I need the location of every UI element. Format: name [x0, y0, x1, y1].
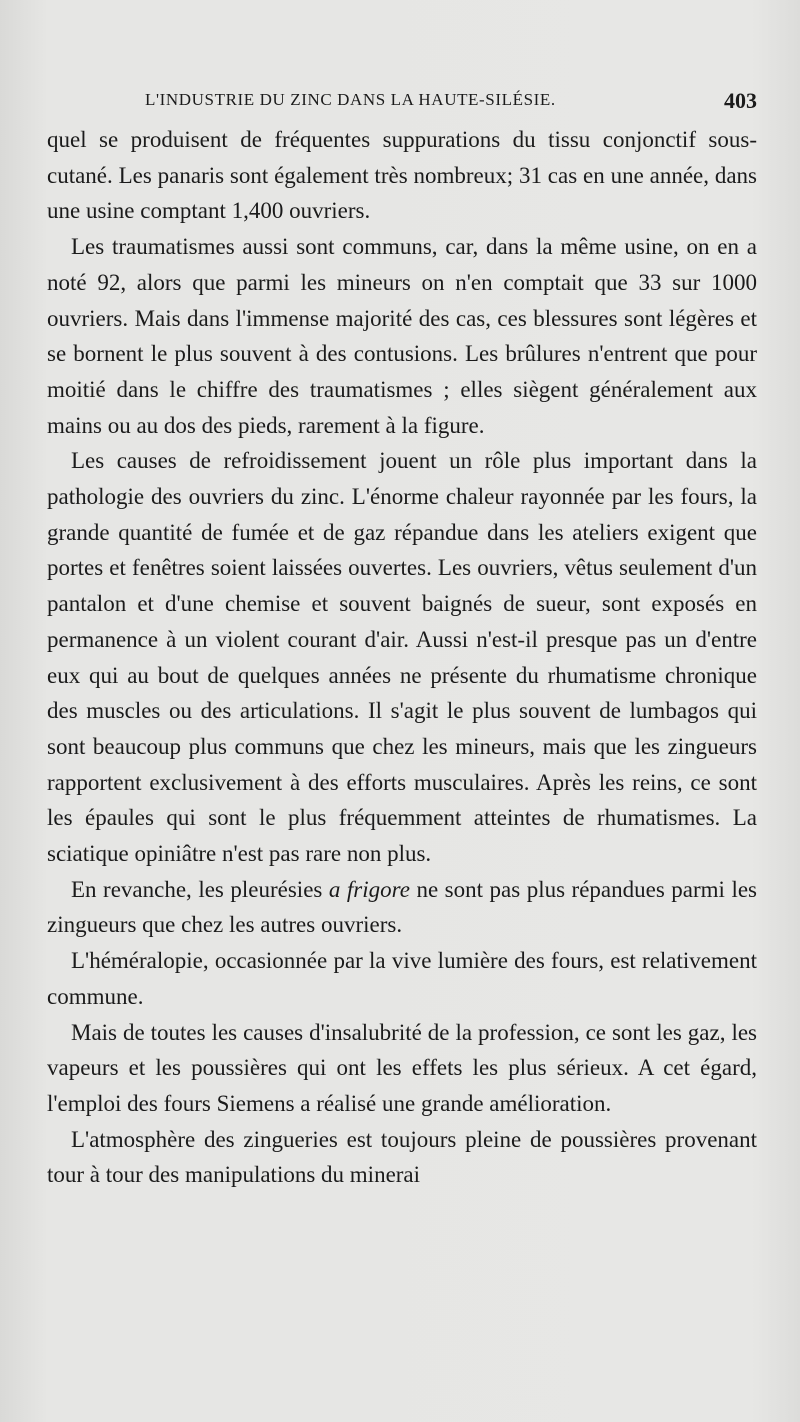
- paragraph-2: Les traumatismes aussi sont communs, car, dans la même usine, on en a noté 92, alors que parmi les mineurs on n'en comptait que 33 sur 1000 ouvriers. Mais dans l'immense majorité des cas, ces blessures sont légères et se bornent le plus souvent à des contusions. Les brûlures n'entrent que pour moitié dans le chiffre des traumatismes ; elles siègent généralement aux mains ou au dos des pieds, rarement à la figure.: [47, 234, 757, 438]
- page-header: [47, 88, 757, 118]
- paragraph-4-end: ne sont pas plus répandues parmi les zingueurs que chez les autres ouvriers.: [47, 876, 758, 938]
- paragraph-5: L'héméralopie, occasionnée par la vive lumière des fours, est relativement commune.: [47, 948, 757, 1009]
- paragraph-6: Mais de toutes les causes d'insalubrité de la profession, ce sont les gaz, les vapeurs et les poussières qui ont les effets les plus sérieux. A cet égard, l'emploi des fours Siemens a réalisé une grande amélioration.: [47, 1019, 757, 1116]
- paragraph-3: Les causes de refroidissement jouent un rôle plus important dans la pathologie des ouvriers du zinc. L'énorme chaleur rayonnée par les fours, la grande quantité de fumée et de gaz répandue dans les ateliers exigent que portes et fenêtres soient laissées ouvertes. Les ouvriers, vêtus seulement d'un pantalon et d'une chemise et souvent baignés de sueur, sont exposés en permanence à un violent courant d'air. Aussi n'est-il presque pas un d'entre eux qui au bout de quelques années ne présente du rhumatisme chronique des muscles ou des articulations. Il s'agit le plus souvent de lumbagos qui sont beaucoup plus communs que chez les mineurs, mais que les zingueurs rapportent exclusivement à des efforts musculaires. Après les reins, ce sont les épaules qui sont le plus fréquemment atteintes de rhumatismes. La sciatique opiniâtre n'est pas rare non plus.: [47, 448, 757, 867]
- page-number: 403: [724, 88, 757, 113]
- running-title: L'INDUSTRIE DU ZINC DANS LA HAUTE-SILÉSIE.: [145, 90, 556, 109]
- paragraph-1: quel se produisent de fréquentes suppurations du tissu conjonctif sous-cutané. Les panaris sont également très nombreux; 31 cas en une année, dans une usine comptant 1,400 ouvriers.: [47, 127, 757, 224]
- latin-phrase: a frigore: [328, 876, 410, 902]
- paragraph-4-start: En revanche, les pleurésies: [71, 876, 329, 902]
- paragraph-7: L'atmosphère des zingueries est toujours pleine de poussières provenant tour à tour des manipulations du minerai: [47, 1126, 757, 1188]
- paragraph-4: [47, 872, 757, 943]
- body-text: [47, 122, 757, 1193]
